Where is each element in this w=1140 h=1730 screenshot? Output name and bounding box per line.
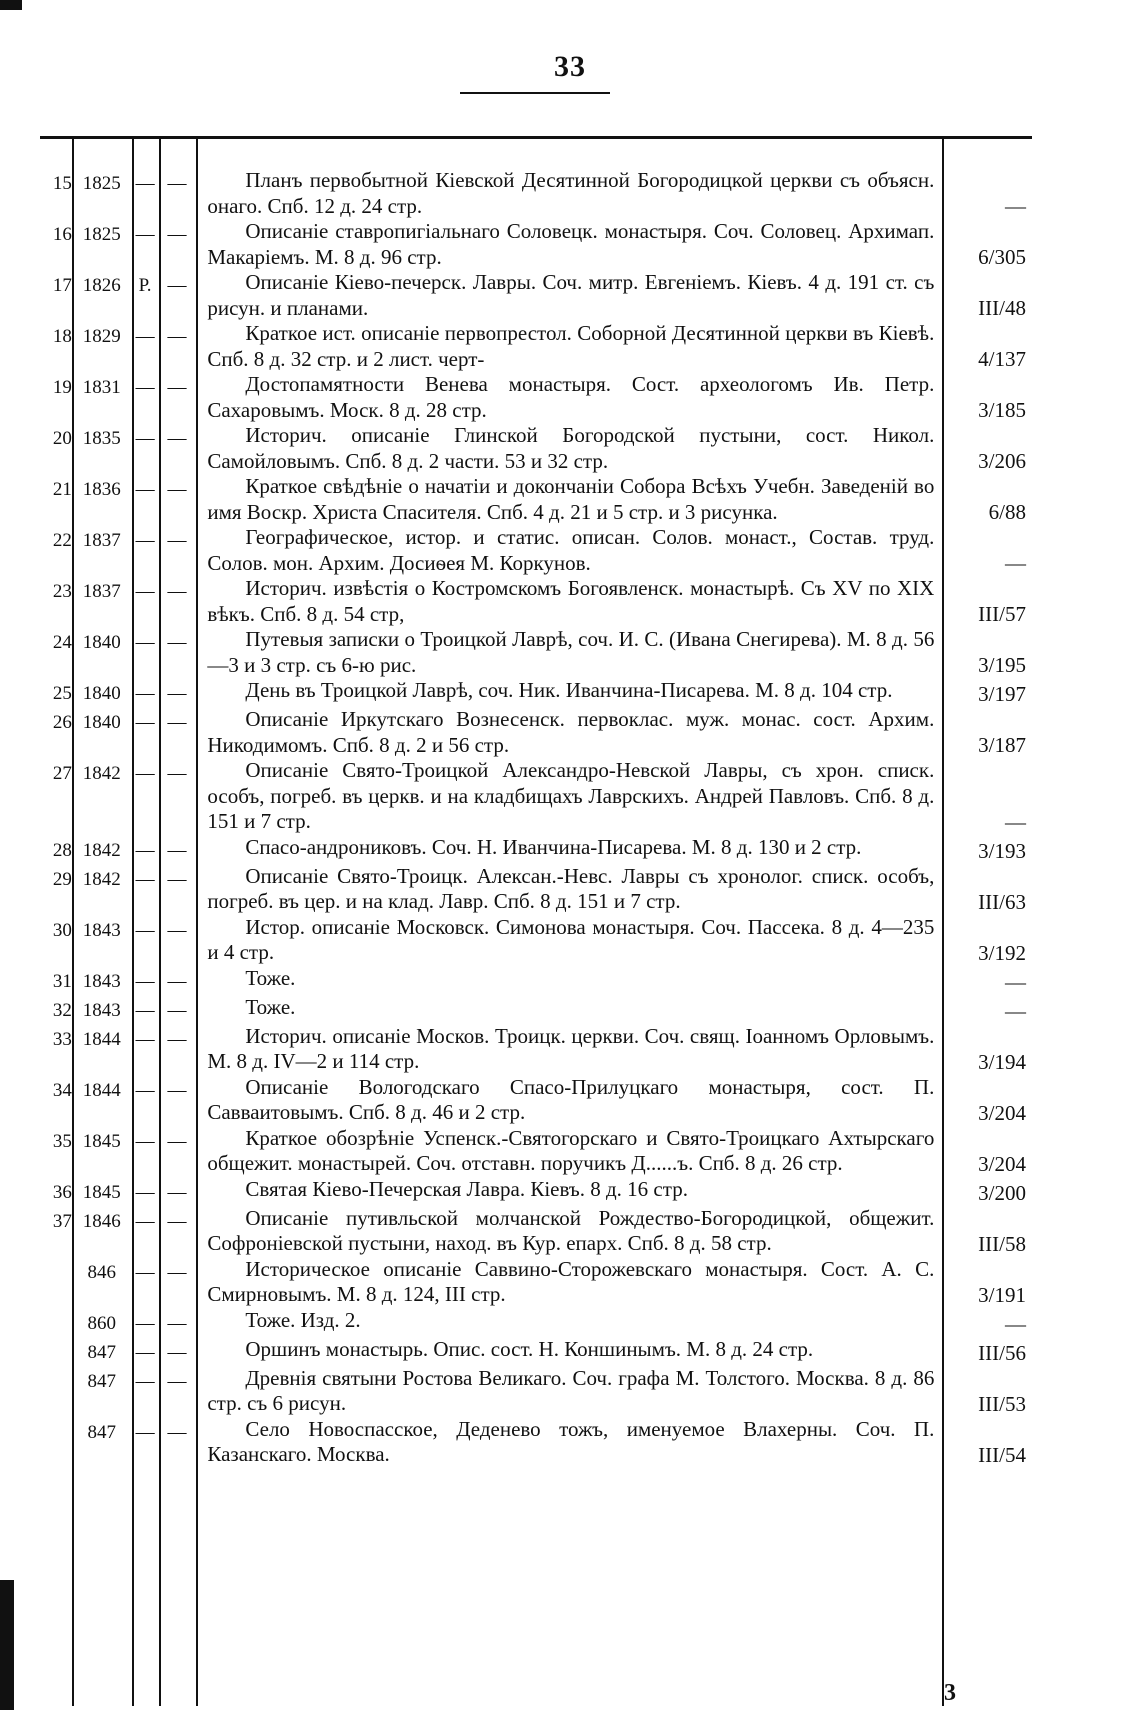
table-row (42, 915, 1032, 966)
table-row (42, 966, 1032, 995)
entry-mark-1: — (135, 173, 155, 194)
entry-description: Историческое описаніе Саввино-Сторожевскаго монастыря. Сост. А. С. Смирновымъ. М. 8 д. 124, III стр. (207, 1256, 935, 1306)
entry-reference: — (1004, 194, 1026, 218)
table-row (42, 835, 1032, 864)
entry-mark-2: — (167, 1181, 187, 1203)
entry-year: 1825 (82, 224, 121, 245)
entry-mark-1: — (135, 999, 155, 1021)
entry-mark-2: — (167, 712, 187, 733)
entry-number: 15 (52, 173, 72, 194)
entry-number (42, 1417, 72, 1420)
catalog-table (42, 168, 1032, 1468)
page-number: 33 (554, 50, 586, 83)
entry-mark-1: — (135, 1312, 155, 1334)
entry-number: 28 (52, 839, 72, 861)
entry-description: Краткое ист. описаніе первопрестол. Соборной Десятинной церкви въ Кіевѣ. Спб. 8 д. 32 стр. и 2 лист. черт- (207, 321, 935, 371)
entry-mark-2: — (167, 683, 187, 704)
table-row (42, 1075, 1032, 1126)
entry-reference: 4/137 (978, 347, 1026, 371)
entry-number: 32 (52, 999, 72, 1021)
entry-year: 1844 (82, 1028, 121, 1050)
table-row (42, 1206, 1032, 1257)
entry-mark-1: — (135, 1421, 155, 1443)
entry-number (42, 1366, 72, 1369)
table-row (42, 168, 1032, 219)
entry-mark-1: — (135, 1341, 155, 1363)
table-row (42, 864, 1032, 915)
entry-mark-1: — (135, 530, 155, 551)
entry-number (42, 1257, 72, 1260)
entry-number: 37 (52, 1210, 72, 1232)
table-header-rule (40, 136, 1032, 139)
entry-reference: 3/195 (978, 653, 1026, 677)
table-row (42, 627, 1032, 678)
entry-year: 1837 (82, 581, 121, 602)
entry-year: 1826 (82, 275, 121, 296)
entry-mark-1: — (135, 377, 155, 398)
entry-mark-2: — (167, 1370, 187, 1392)
entry-reference: III/63 (978, 889, 1026, 914)
entry-mark-2: — (167, 1312, 187, 1334)
entry-year: 1840 (82, 683, 121, 704)
entry-reference: 6/88 (988, 500, 1026, 524)
entry-year: 1835 (82, 428, 121, 449)
entry-mark-2: — (167, 1261, 187, 1283)
entry-number: 24 (52, 632, 72, 653)
table-row (42, 219, 1032, 270)
entry-mark-2: — (167, 581, 187, 602)
entry-mark-1: — (135, 428, 155, 449)
entry-year: 1825 (82, 173, 121, 194)
table-row (42, 576, 1032, 627)
entry-description: Историч. извѣстія о Костромскомъ Богоявленск. монастырѣ. Съ XV по XIX вѣкъ. Спб. 8 д. 54 стр, (207, 576, 935, 626)
table-row (42, 423, 1032, 474)
entry-reference: 3/206 (978, 449, 1026, 473)
entry-mark-1: — (135, 581, 155, 602)
entry-number (42, 1308, 72, 1311)
entry-mark-1: — (135, 970, 155, 992)
entry-mark-1: — (135, 1079, 155, 1101)
entry-reference: 3/187 (978, 733, 1026, 757)
entry-description: Краткое обозрѣніе Успенск.-Святогорскаго и Свято-Троицкаго Ахтырскаго общежит. монастырей. Соч. отставн. поручикъ Д......ъ. Спб. 8 д. 26 стр. (207, 1125, 935, 1175)
entry-mark-1: — (135, 326, 155, 347)
entry-number: 30 (52, 919, 72, 941)
table-row (42, 321, 1032, 372)
page-number-rule (460, 92, 610, 94)
entry-year: 1831 (82, 377, 121, 398)
entry-year: 1842 (82, 839, 121, 861)
table-row (42, 758, 1032, 835)
entry-mark-2: — (167, 919, 187, 941)
table-row (42, 270, 1032, 321)
entry-mark-2: — (167, 275, 187, 296)
printer-signature: 3 (944, 1680, 956, 1706)
table-row (42, 1337, 1032, 1366)
entry-reference: — (1004, 969, 1026, 994)
entry-reference: III/53 (978, 1391, 1026, 1416)
entry-year: 1845 (82, 1130, 121, 1152)
entry-number: 19 (52, 377, 72, 398)
entry-year: 1840 (82, 712, 121, 733)
entry-mark-1: — (135, 1370, 155, 1392)
entry-reference: 3/200 (978, 1180, 1026, 1205)
entry-mark-1: — (135, 683, 155, 704)
table-row (42, 525, 1032, 576)
entry-description: Оршинъ монастырь. Опис. сост. Н. Коншинымъ. М. 8 д. 24 стр. (245, 1336, 814, 1361)
entry-reference: — (1004, 551, 1026, 575)
entry-mark-1: Р. (138, 275, 152, 296)
entry-number: 21 (52, 479, 72, 500)
entry-description: Древнія святыни Ростова Великаго. Соч. графа М. Толстого. Москва. 8 д. 86 стр. съ 6 рисун. (207, 1365, 935, 1415)
entry-number: 22 (52, 530, 72, 551)
entry-year: 1845 (82, 1181, 121, 1203)
entry-mark-1: — (135, 839, 155, 861)
entry-mark-2: — (167, 1421, 187, 1443)
entry-mark-2: — (167, 1130, 187, 1152)
entry-mark-2: — (167, 970, 187, 992)
entry-year: 846 (87, 1261, 116, 1283)
entry-number: 26 (52, 712, 72, 733)
entry-description: Истор. описаніе Московск. Симонова монастыря. Соч. Пассека. 8 д. 4—235 и 4 стр. (207, 914, 935, 964)
entry-number: 35 (52, 1130, 72, 1152)
entry-number (42, 1337, 72, 1340)
entry-number: 16 (52, 224, 72, 245)
entry-year: 1843 (82, 999, 121, 1021)
entry-number: 27 (52, 763, 72, 784)
table-row (42, 1366, 1032, 1417)
entry-number: 18 (52, 326, 72, 347)
table-row (42, 1024, 1032, 1075)
entry-mark-2: — (167, 1079, 187, 1101)
entry-reference: III/54 (978, 1442, 1026, 1467)
entry-description: Историч. описаніе Глинской Богородской пустыни, сост. Никол. Самойловымъ. Спб. 8 д. 2 части. 53 и 32 стр. (207, 423, 935, 473)
entry-year: 1829 (82, 326, 121, 347)
entry-number: 36 (52, 1181, 72, 1203)
entry-year: 1846 (82, 1210, 121, 1232)
entry-mark-2: — (167, 173, 187, 194)
entry-description: Тоже. Изд. 2. (245, 1307, 361, 1332)
table-row (42, 1308, 1032, 1337)
entry-description: Спасо-андрониковъ. Соч. Н. Иванчина-Писарева. М. 8 д. 130 и 2 стр. (245, 834, 862, 859)
entry-reference: 3/197 (978, 682, 1026, 706)
entry-reference: 3/193 (978, 838, 1026, 863)
entry-number: 17 (52, 275, 72, 296)
entry-mark-1: — (135, 712, 155, 733)
entry-reference: III/56 (978, 1340, 1026, 1365)
entry-number: 33 (52, 1028, 72, 1050)
entry-reference: III/58 (978, 1231, 1026, 1256)
entry-mark-2: — (167, 428, 187, 449)
entry-description: День въ Троицкой Лаврѣ, соч. Ник. Иванчина-Писарева. М. 8 д. 104 стр. (245, 678, 893, 702)
entry-reference: 3/192 (978, 940, 1026, 965)
entry-mark-2: — (167, 763, 187, 784)
entry-reference: III/57 (978, 602, 1026, 626)
entry-mark-2: — (167, 632, 187, 653)
entry-reference: — (1004, 809, 1026, 834)
entry-number: 20 (52, 428, 72, 449)
entry-year: 1844 (82, 1079, 121, 1101)
entry-description: Географическое, истор. и статис. описан. Солов. монаст., Состав. труд. Солов. мон. Архим. Досиѳея М. Коркунов. (207, 525, 935, 575)
entry-description: Путевыя записки о Троицкой Лаврѣ, соч. И. С. (Ивана Снегирева). М. 8 д. 56—3 и 3 стр. съ 6-ю рис. (207, 627, 935, 677)
entry-mark-1: — (135, 1181, 155, 1203)
entry-mark-2: — (167, 1028, 187, 1050)
entry-mark-1: — (135, 868, 155, 890)
entry-mark-1: — (135, 1261, 155, 1283)
entry-description: Историч. описаніе Москов. Троицк. церкви. Соч. свящ. Іоанномъ Орловымъ. М. 8 д. IV—2 и 114 стр. (207, 1023, 935, 1073)
entry-year: 1840 (82, 632, 121, 653)
entry-year: 1843 (82, 919, 121, 941)
entry-mark-1: — (135, 224, 155, 245)
entry-mark-1: — (135, 919, 155, 941)
entry-number: 29 (52, 868, 72, 890)
entry-description: Описаніе Вологодскаго Спасо-Прилуцкаго монастыря, сост. П. Савваитовымъ. Спб. 8 д. 46 и 2 стр. (207, 1074, 935, 1124)
entry-mark-1: — (135, 632, 155, 653)
entry-description: Описаніе Свято-Троицк. Алексан.-Невс. Лавры съ хронолог. списк. особъ, погреб. въ цер. и на клад. Лавр. Спб. 8 д. 151 и 7 стр. (207, 863, 935, 913)
entry-description: Описаніе ставропигіальнаго Соловецк. монастыря. Соч. Соловец. Архимап. Макаріемъ. М. 8 д. 96 стр. (207, 219, 935, 269)
entry-reference: 3/191 (978, 1282, 1026, 1307)
entry-description: Село Новоспасское, Деденево тожъ, именуемое Влахерны. Соч. П. Казанскаго. Москва. (207, 1416, 935, 1466)
entry-mark-1: — (135, 763, 155, 784)
entry-reference: 3/204 (978, 1100, 1026, 1125)
entry-year: 1842 (82, 763, 121, 784)
entry-mark-2: — (167, 999, 187, 1021)
table-row (42, 1417, 1032, 1468)
entry-year: 847 (87, 1421, 116, 1443)
entry-mark-2: — (167, 530, 187, 551)
entry-year: 847 (87, 1341, 116, 1363)
table-row (42, 707, 1032, 758)
entry-year: 1837 (82, 530, 121, 551)
entry-mark-2: — (167, 377, 187, 398)
table-row (42, 372, 1032, 423)
table-row (42, 474, 1032, 525)
entry-reference: 3/204 (978, 1151, 1026, 1176)
entry-number: 23 (52, 581, 72, 602)
entry-description: Планъ первобытной Кіевской Десятинной Богородицкой церкви съ объясн. онаго. Спб. 12 д. 24 стр. (207, 168, 935, 218)
entry-description: Описаніе Свято-Троицкой Александро-Невской Лавры, съ хрон. списк. особъ, погреб. въ церкв. и на кладбищахъ Лаврскихъ. Андрей Павловъ. Спб. 8 д. 151 и 7 стр. (207, 758, 935, 833)
entry-year: 1836 (82, 479, 121, 500)
table-row (42, 678, 1032, 707)
entry-mark-2: — (167, 1210, 187, 1232)
entry-description: Описаніе Иркутскаго Вознесенск. первоклас. муж. монас. сост. Архим. Никодимомъ. Спб. 8 д. 2 и 56 стр. (207, 707, 935, 757)
entry-description: Описаніе путивльской молчанской Рождество-Богородицкой, общежит. Софроніевской пустыни, наход. въ Кур. епарх. Спб. 8 д. 58 стр. (207, 1205, 935, 1255)
entry-mark-2: — (167, 839, 187, 861)
entry-reference: III/48 (978, 296, 1026, 320)
scan-edge-bar (0, 1580, 14, 1710)
entry-description: Достопамятности Венева монастыря. Сост. археологомъ Ив. Петр. Сахаровымъ. Моск. 8 д. 28 стр. (207, 372, 935, 422)
entry-year: 1843 (82, 970, 121, 992)
entry-mark-2: — (167, 868, 187, 890)
entry-reference: 6/305 (978, 245, 1026, 269)
entry-reference: — (1004, 1311, 1026, 1336)
entry-reference: 3/185 (978, 398, 1026, 422)
entry-description: Святая Кіево-Печерская Лавра. Кіевъ. 8 д. 16 стр. (245, 1176, 688, 1201)
entry-mark-2: — (167, 1341, 187, 1363)
table-row (42, 1257, 1032, 1308)
scan-corner-mark (0, 0, 22, 10)
entry-mark-1: — (135, 1210, 155, 1232)
entry-number: 25 (52, 683, 72, 704)
entry-description: Тоже. (245, 994, 296, 1019)
entry-number: 31 (52, 970, 72, 992)
entry-mark-2: — (167, 479, 187, 500)
entry-reference: 3/194 (978, 1049, 1026, 1074)
entry-description: Описаніе Кіево-печерск. Лавры. Соч. митр. Евгеніемъ. Кіевъ. 4 д. 191 ст. съ рисун. и планами. (207, 270, 935, 320)
entry-mark-2: — (167, 224, 187, 245)
entry-description: Краткое свѣдѣніе о начатіи и докончаніи Собора Всѣхъ Учебн. Заведеній во имя Воскр. Христа Спасителя. Спб. 4 д. 21 и 5 стр. и 3 рисунка. (207, 474, 935, 524)
entry-number: 34 (52, 1079, 72, 1101)
entry-mark-1: — (135, 479, 155, 500)
entry-mark-1: — (135, 1130, 155, 1152)
entry-year: 847 (87, 1370, 116, 1392)
entry-description: Тоже. (245, 965, 296, 990)
entry-reference: — (1004, 998, 1026, 1023)
entry-mark-2: — (167, 326, 187, 347)
entry-year: 860 (87, 1312, 116, 1334)
entry-year: 1842 (82, 868, 121, 890)
table-row (42, 1177, 1032, 1206)
table-row (42, 995, 1032, 1024)
entry-mark-1: — (135, 1028, 155, 1050)
table-row (42, 1126, 1032, 1177)
